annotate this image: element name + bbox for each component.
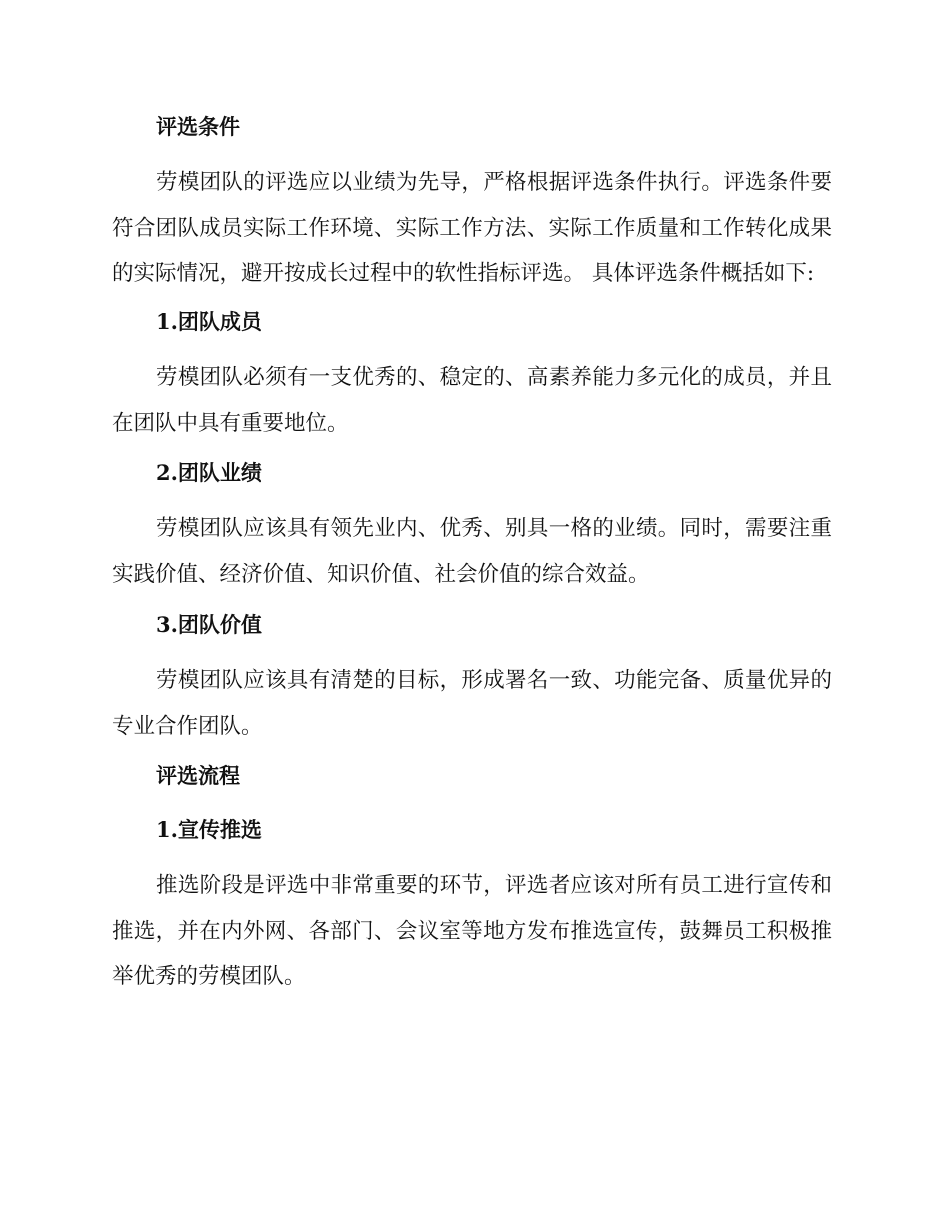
paragraph-promotion: 推选阶段是评选中非常重要的环节，评选者应该对所有员工进行宣传和推选，并在内外网、各部门、会议室等地方发布推选宣传，鼓舞员工积极推举优秀的劳模团队。 <box>112 873 832 989</box>
paragraph-team-value: 劳模团队应该具有清楚的目标，形成署名一致、功能完备、质量优异的专业合作团队。 <box>112 668 832 739</box>
subheading-team-value: 3.团队价值 <box>156 612 262 637</box>
paragraph-team-members: 劳模团队必须有一支优秀的、稳定的、高素养能力多元化的成员，并且在团队中具有重要地位。 <box>112 365 832 436</box>
subheading-team-performance: 2.团队业绩 <box>156 460 262 485</box>
section-heading-criteria: 评选条件 <box>156 114 240 139</box>
paragraph-criteria-intro: 劳模团队的评选应以业绩为先导，严格根据评选条件执行。评选条件要符合团队成员实际工作环境、实际工作方法、实际工作质量和工作转化成果的实际情况，避开按成长过程中的软性指标评选。 具体评选条件概括如下: <box>112 170 832 286</box>
paragraph-team-performance: 劳模团队应该具有领先业内、优秀、别具一格的业绩。同时，需要注重实践价值、经济价值、知识价值、社会价值的综合效益。 <box>112 516 832 587</box>
subheading-promotion: 1.宣传推选 <box>156 817 262 842</box>
section-heading-process: 评选流程 <box>156 763 240 788</box>
subheading-team-members: 1.团队成员 <box>156 309 262 334</box>
